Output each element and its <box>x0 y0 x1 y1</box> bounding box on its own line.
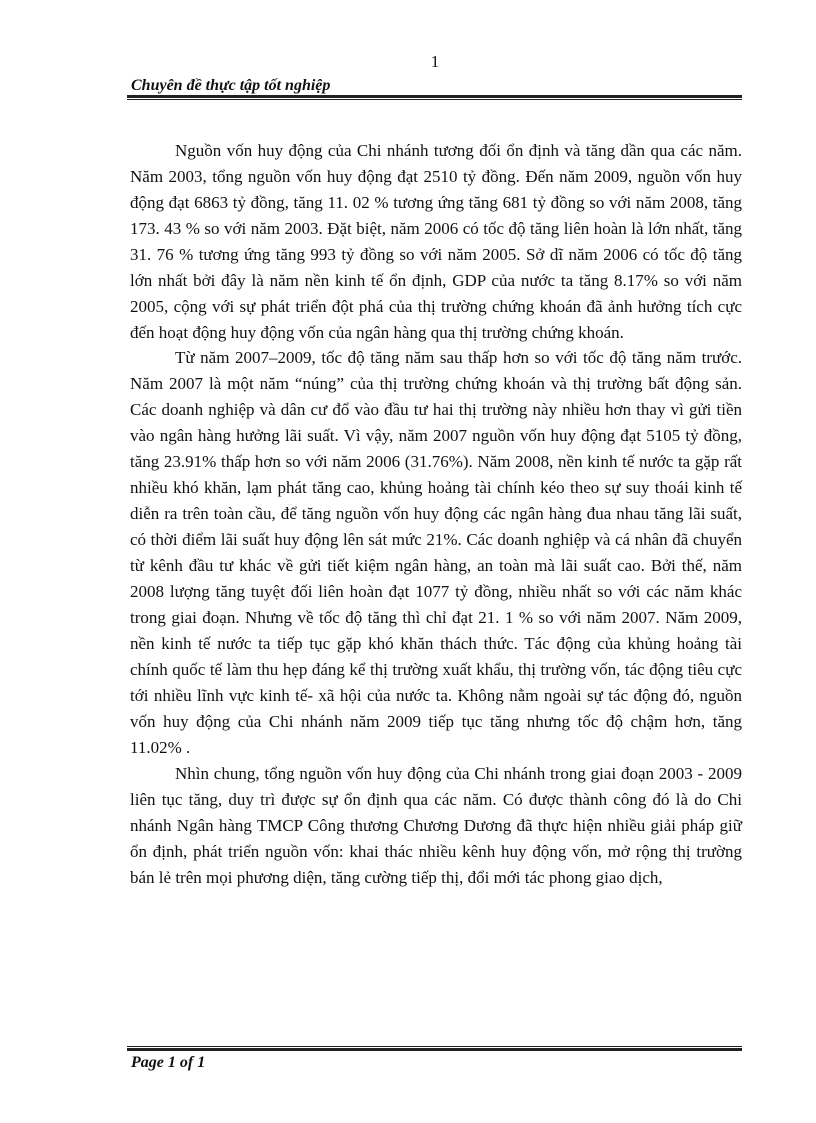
body-paragraph: Từ năm 2007–2009, tốc độ tăng năm sau thấp hơn so với tốc độ tăng năm trước. Năm 2007 là một năm “núng” của thị trường chứng khoán và thị trường bất động sản. Các doanh nghiệp và dân cư đổ vào đầu tư hai thị trường này nhiều hơn thay vì gửi tiền vào ngân hàng hưởng lãi suất. Vì vậy, năm 2007 nguồn vốn huy động đạt 5105 tỷ đồng, tăng 23.91% thấp hơn so với năm 2006 (31.76%). Năm 2008, nền kinh tế nước ta gặp rất nhiều khó khăn, lạm phát tăng cao, khủng hoảng tài chính kéo theo sự suy thoái kinh tế diễn ra trên toàn cầu, để tăng nguồn vốn huy động các ngân hàng đua nhau tăng lãi suất, có thời điểm lãi suất huy động lên sát mức 21%. Các doanh nghiệp và cá nhân đã chuyển từ kênh đầu tư khác về gửi tiết kiệm ngân hàng, an toàn mà lãi suất cao. Bởi thế, năm 2008 lượng tăng tuyệt đối liên hoàn đạt 1077 tỷ đồng, nhiều nhất so với các năm khác trong giai đoạn. Nhưng về tốc độ tăng thì chỉ đạt 21. 1 % so với năm 2007. Năm 2009, nền kinh tế nước ta tiếp tục gặp khó khăn thách thức. Tác động của khủng hoảng tài chính quốc tế làm thu hẹp đáng kể thị trường xuất khẩu, thị trường vốn, tác động tiêu cực tới nhiều lĩnh vực kinh tế- xã hội của nước ta. Không nằm ngoài sự tác động đó, nguồn vốn huy động của Chi nhánh năm 2009 tiếp tục tăng nhưng tốc độ chậm hơn, tăng 11.02% . <box>130 348 742 757</box>
body-paragraph: Nhìn chung, tổng nguồn vốn huy động của Chi nhánh trong giai đoạn 2003 - 2009 liên tục tăng, duy trì được sự ổn định qua các năm. Có được thành công đó là do Chi nhánh Ngân hàng TMCP Công thương Chương Dương đã thực hiện nhiều giải pháp giữ ổn định, phát triển nguồn vốn: khai thác nhiều kênh huy động vốn, mở rộng thị trường bán lẻ trên mọi phương diện, tăng cường tiếp thị, đổi mới tác phong giao dịch, <box>130 764 742 887</box>
header-divider <box>127 95 742 100</box>
footer-page-label: Page 1 of 1 <box>131 1054 206 1071</box>
body-paragraph: Nguồn vốn huy động của Chi nhánh tương đối ổn định và tăng dần qua các năm. Năm 2003, tổng nguồn vốn huy động đạt 2510 tỷ đồng. Đến năm 2009, nguồn vốn huy động đạt 6863 tỷ đồng, tăng 11. 02 % tương ứng tăng 681 tỷ đồng so với năm 2008, tăng 173. 43 % so với năm 2003. Đặt biệt, năm 2006 có tốc độ tăng liên hoàn là lớn nhất, tăng 31. 76 % tương ứng tăng 993 tỷ đồng so với năm 2005. Sở dĩ năm 2006 có tốc độ tăng lớn nhất bởi đây là năm nền kinh tế ổn định, GDP của nước ta tăng 8.17% so với năm 2005, cộng với sự phát triển đột phá của thị trường chứng khoán đã ảnh hưởng tích cực đến hoạt động huy động vốn của ngân hàng qua thị trường chứng khoán. <box>130 141 742 342</box>
footer-divider <box>127 1046 742 1051</box>
page-number: 1 <box>430 52 440 71</box>
document-header-title: Chuyên đề thực tập tốt nghiệp <box>131 77 331 94</box>
document-body <box>130 138 742 891</box>
